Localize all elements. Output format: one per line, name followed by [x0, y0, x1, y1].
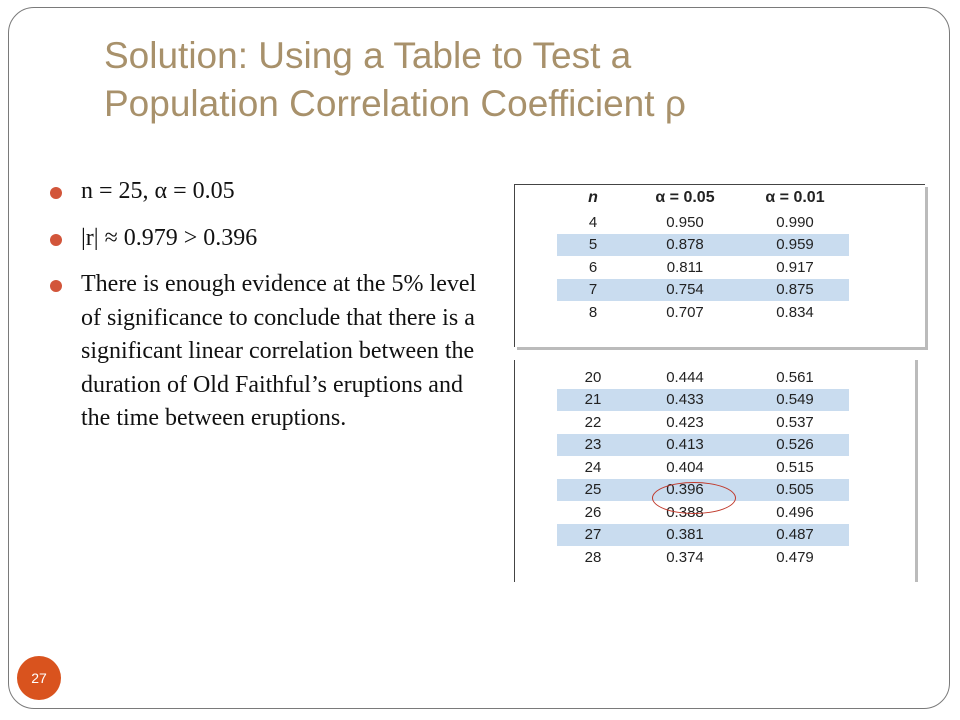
cell-n: 4 [588, 213, 598, 231]
table-row [557, 301, 849, 324]
table-row [557, 434, 849, 457]
cell-alpha-01: 0.487 [741, 524, 849, 547]
bullet-icon [50, 280, 62, 292]
cell-alpha-01: 0.549 [741, 389, 849, 412]
cell-alpha-01: 0.479 [776, 548, 814, 566]
cell-n: 23 [557, 434, 629, 457]
cell-alpha-01: 0.515 [776, 458, 814, 476]
cell-alpha-05: 0.878 [629, 234, 741, 257]
cell-n: 7 [557, 279, 629, 302]
cell-alpha-01: 0.990 [776, 213, 814, 231]
table-row [557, 456, 849, 479]
table-row [557, 234, 849, 257]
cell-alpha-05: 0.413 [629, 434, 741, 457]
header-alpha-01: α = 0.01 [765, 189, 825, 206]
cell-alpha-01: 0.875 [741, 279, 849, 302]
cell-alpha-05: 0.950 [666, 213, 704, 231]
cell-n: 6 [588, 258, 598, 276]
bullet-text: |r| ≈ 0.979 > 0.396 [81, 224, 258, 251]
highlight-circle [652, 482, 736, 514]
cell-n: 22 [584, 413, 602, 431]
table-bottom [557, 366, 849, 569]
cell-alpha-01: 0.834 [776, 303, 814, 321]
cell-alpha-05: 0.374 [666, 548, 704, 566]
cell-alpha-01: 0.959 [741, 234, 849, 257]
table-row [557, 411, 849, 434]
table-row [557, 279, 849, 302]
cell-alpha-05: 0.388 [666, 503, 704, 521]
cell-alpha-05: 0.404 [666, 458, 704, 476]
bullet-text: n = 25, α = 0.05 [81, 178, 235, 204]
page-number-badge [17, 656, 61, 700]
cell-alpha-05: 0.707 [666, 303, 704, 321]
page-number: 27 [31, 670, 47, 686]
cell-n: 5 [557, 234, 629, 257]
table-row [557, 256, 849, 279]
cell-alpha-01: 0.917 [776, 258, 814, 276]
table-row [557, 546, 849, 569]
bullet-item [50, 175, 490, 209]
cell-alpha-05: 0.444 [666, 368, 704, 386]
bullet-list [50, 175, 490, 436]
table-row [557, 524, 849, 547]
cell-n: 20 [584, 368, 602, 386]
cell-n: 24 [584, 458, 602, 476]
cell-alpha-05: 0.811 [666, 258, 704, 276]
slide-title [104, 32, 904, 128]
table-top [557, 185, 849, 324]
bullet-icon [50, 187, 62, 199]
cell-alpha-01: 0.537 [776, 413, 814, 431]
header-alpha-05: α = 0.05 [655, 189, 715, 206]
cell-n: 27 [557, 524, 629, 547]
cell-n: 28 [584, 548, 602, 566]
title-line-2: Population Correlation Coefficient ρ [104, 83, 686, 124]
table-row [557, 366, 849, 389]
table-header-row [557, 185, 849, 211]
cell-alpha-05: 0.381 [629, 524, 741, 547]
cell-n: 8 [588, 303, 598, 321]
bullet-item [50, 222, 490, 256]
cell-alpha-01: 0.496 [776, 503, 814, 521]
cell-alpha-01: 0.526 [741, 434, 849, 457]
critical-values-table-top [514, 184, 925, 347]
cell-alpha-01: 0.561 [776, 368, 814, 386]
table-row [557, 389, 849, 412]
bullet-item [50, 268, 490, 436]
cell-n: 21 [557, 389, 629, 412]
bullet-icon [50, 234, 62, 246]
cell-alpha-05: 0.423 [666, 413, 704, 431]
cell-alpha-05: 0.754 [629, 279, 741, 302]
header-n: n [588, 189, 598, 206]
cell-n: 25 [557, 479, 629, 502]
cell-alpha-01: 0.505 [741, 479, 849, 502]
bullet-text: There is enough evidence at the 5% level of significance to conclude that there is a significant linear correlation between the duration of Old Faithful’s eruptions and the time between eruptions. [81, 271, 477, 431]
critical-values-table-bottom [514, 360, 915, 582]
cell-n: 26 [584, 503, 602, 521]
cell-alpha-05: 0.396 [629, 479, 741, 502]
title-line-1: Solution: Using a Table to Test a [104, 35, 632, 76]
cell-alpha-05: 0.433 [629, 389, 741, 412]
table-row [557, 211, 849, 234]
